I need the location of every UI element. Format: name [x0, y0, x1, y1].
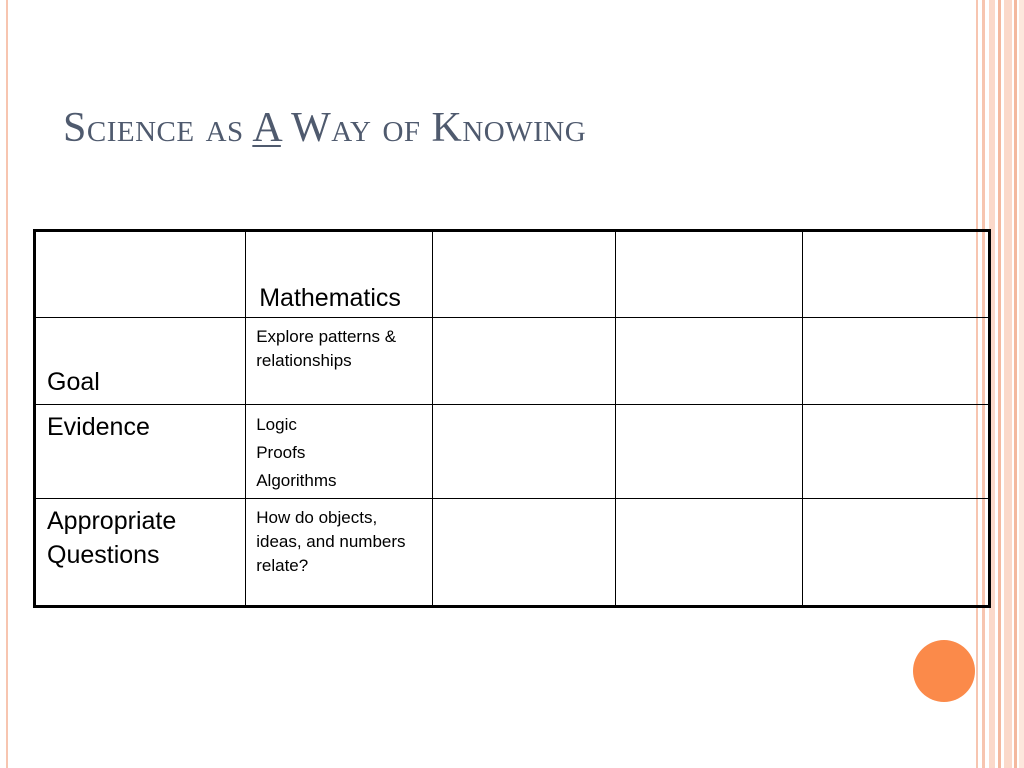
row-label-goal: Goal — [47, 368, 100, 396]
table-header-row — [35, 231, 990, 318]
evidence-mathematics-list — [246, 405, 432, 495]
title-part-2-underlined: A — [252, 105, 281, 151]
row-label-evidence: Evidence — [47, 413, 150, 441]
row-header-cell — [35, 318, 246, 405]
table-cell — [246, 318, 433, 405]
table-row — [35, 499, 990, 607]
title-part-3: Way of Knowing — [280, 105, 587, 151]
column-header-cell — [802, 231, 989, 318]
goal-mathematics-text: Explore patterns & relationships — [256, 327, 397, 370]
column-header-cell — [615, 231, 802, 318]
left-border-line — [6, 0, 8, 768]
table-cell — [246, 499, 433, 607]
table-cell — [433, 405, 615, 499]
orange-circle-icon — [913, 640, 975, 702]
evidence-item: Logic — [256, 415, 297, 434]
evidence-item: Proofs — [256, 443, 306, 462]
table-cell — [433, 499, 615, 607]
slide-title — [63, 104, 586, 152]
evidence-item: Algorithms — [256, 471, 337, 490]
column-header-cell — [433, 231, 615, 318]
table-row — [35, 318, 990, 405]
column-header-cell — [246, 231, 433, 318]
table-cell — [246, 405, 433, 499]
row-label-appropriate-questions: Appropriate Questions — [47, 507, 177, 569]
column-header-mathematics: Mathematics — [259, 284, 401, 312]
table-cell — [802, 318, 989, 405]
table-cell — [802, 405, 989, 499]
table-cell — [802, 499, 989, 607]
table-cell — [615, 318, 802, 405]
questions-mathematics-text: How do objects, ideas, and numbers relate? — [256, 508, 406, 575]
table-cell — [433, 318, 615, 405]
row-header-cell — [35, 499, 246, 607]
table-cell — [615, 405, 802, 499]
table-row — [35, 405, 990, 499]
table-cell — [615, 499, 802, 607]
row-header-cell — [35, 405, 246, 499]
table-corner-cell — [35, 231, 246, 318]
comparison-table — [33, 229, 991, 608]
title-part-1: Science as — [63, 105, 253, 151]
